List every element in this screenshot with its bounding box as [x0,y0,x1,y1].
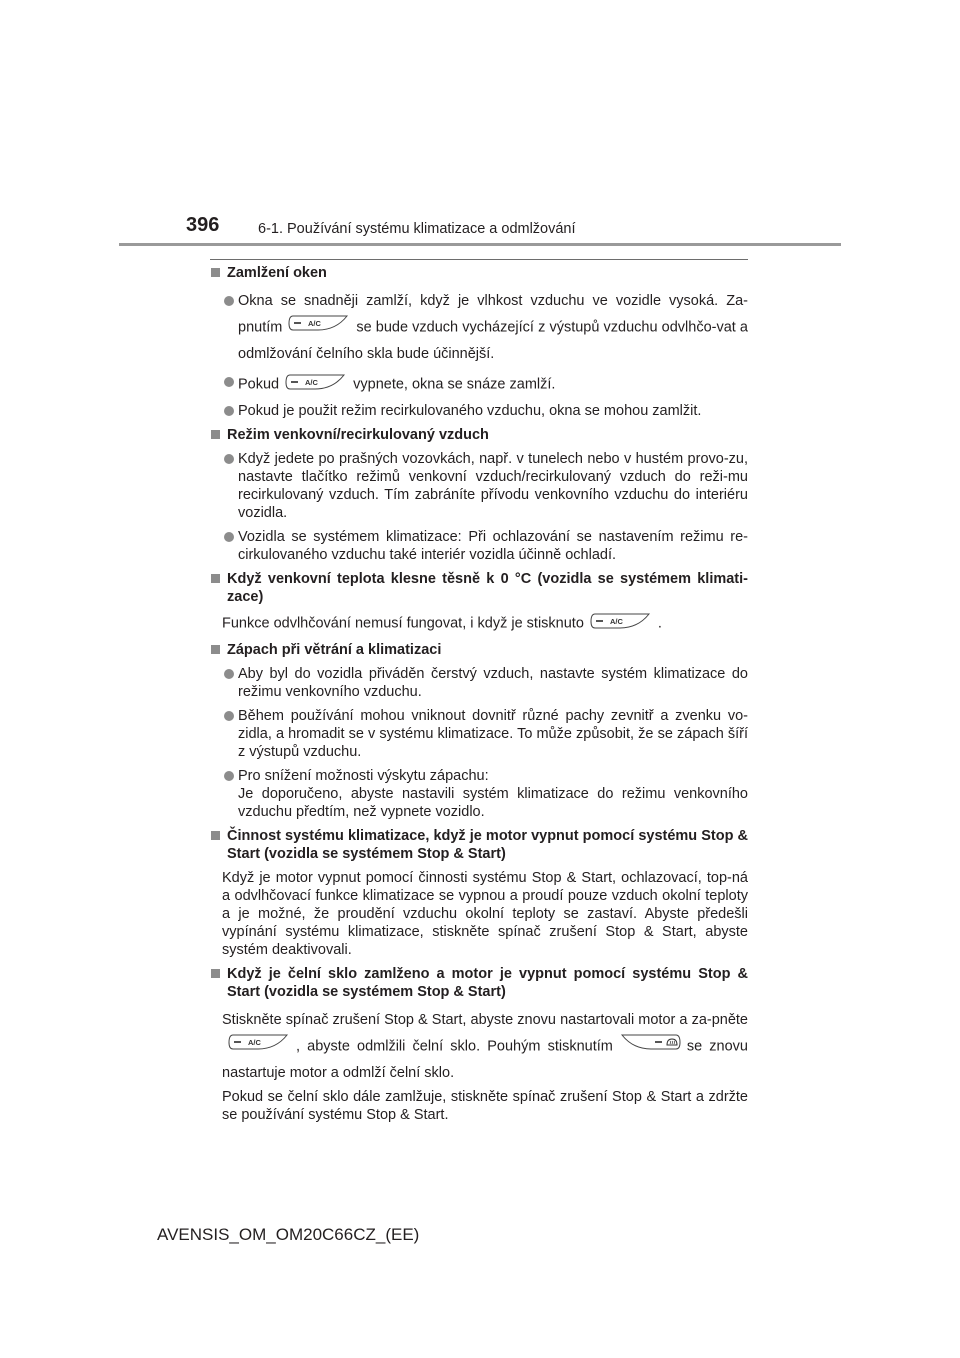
section-stop-start-windshield [210,965,748,1124]
round-bullet-icon [224,711,234,721]
ac-button-icon [288,314,350,341]
document-code: AVENSIS_OM_OM20C66CZ_(EE) [157,1225,420,1244]
list-item: Vozidla se systémem klimatizace: Při ochlazování se nastavením režimu re-cirkulovaného vzduchu také interiér vozidla účinně ochladí. [210,528,748,564]
section-low-temperature [210,570,748,635]
square-bullet-icon [211,969,220,978]
defroster-button-icon [619,1033,681,1060]
paragraph: Stiskněte spínač zrušení Stop & Start, abyste znovu nastartovali motor a za-pněte A/C , abyste odmlžili čelní sklo. Pouhým stisknutím se znovu nastartuje motor a odmlží čelní sklo. [222,1012,748,1081]
section-heading: 6-1. Používání systému klimatizace a odmlžování [258,221,576,237]
list-item: Když jedete po prašných vozovkách, např. v tunelech nebo v hustém provo-zu, nastavte tlačítko režimů venkovní vzduch/recirkulovaný vzduch do reži-mu recirkulovaný vzduch. Tím zabráníte přívodu venkovního vzduchu do interiéru vozidla. [210,450,748,522]
ac-label: A/C [308,319,322,328]
list-item: Pokud je použit režim recirkulovaného vzduchu, okna se mohou zamlžit. [210,402,748,420]
round-bullet-icon [224,296,234,306]
section-title: Režim venkovní/recirkulovaný vzduch [210,426,748,444]
paragraph: Funkce odvlhčování nemusí fungovat, i když je stisknuto A/C . [210,612,748,635]
section-window-fogging [210,264,748,420]
header-rule [119,243,841,246]
round-bullet-icon [224,377,234,387]
ac-button-icon [285,373,347,396]
list-item: Okna se snadněji zamlží, když je vlhkost vzduchu ve vozidle vysoká. Za-pnutím A/C se bude vzduch vycházející z výstupů vzduchu odvlhčo-vat a odmlžování čelního skla bude účinnější. [210,288,748,367]
round-bullet-icon [224,406,234,416]
ac-label: A/C [609,617,623,626]
round-bullet-icon [224,771,234,781]
square-bullet-icon [211,574,220,583]
ac-button-icon [590,612,652,635]
ac-label: A/C [248,1038,261,1047]
list-item: Během používání mohou vniknout dovnitř různé pachy zevnitř a zvenku vo-zidla, a hromadit se v systému klimatizace. To může způsobit, že se zápach šíří z výstupů vzduchu. [210,707,748,761]
round-bullet-icon [224,669,234,679]
square-bullet-icon [211,430,220,439]
content-rule [210,259,748,260]
section-stop-start-ac [210,827,748,959]
ac-button-icon [228,1033,290,1060]
list-item: Pro snížení možnosti výskytu zápachu: Je doporučeno, abyste nastavili systém klimatizace do režimu venkovního vzduchu předtím, než vypnete vozidlo. [210,767,748,821]
section-title: Činnost systému klimatizace, když je motor vypnut pomocí systému Stop & Start (vozidla se systémem Stop & Start) [210,827,748,863]
paragraph: Když je motor vypnut pomocí činnosti systému Stop & Start, ochlazovací, top-ná a odvlhčovací funkce klimatizace se vypnou a proudí pouze vzduch okolní teploty a je možné, že proudění vzduchu okolní teploty se zastaví. Abyste předešli vypínání systému klimatizace, stiskněte spínač zrušení Stop & Start, abyste systém deaktivovali. [222,870,748,958]
page-number: 396 [186,214,220,236]
square-bullet-icon [211,831,220,840]
section-odor [210,641,748,821]
list-item: Aby byl do vozidla přiváděn čerstvý vzduch, nastavte systém klimatizace do režimu venkovního vzduchu. [210,665,748,701]
round-bullet-icon [224,532,234,542]
section-title: Zápach při větrání a klimatizaci [210,641,748,659]
square-bullet-icon [211,645,220,654]
section-air-mode [210,426,748,564]
round-bullet-icon [224,454,234,464]
section-title: Když venkovní teplota klesne těsně k 0 °C (vozidla se systémem klimati-zace) [210,570,748,606]
list-item: Pokud A/C vypnete, okna se snáze zamlží. [210,373,748,396]
paragraph: Pokud se čelní sklo dále zamlžuje, stiskněte spínač zrušení Stop & Start a zdržte se používání systému Stop & Start. [222,1089,748,1123]
ac-label: A/C [305,378,319,387]
section-title: Zamlžení oken [210,264,748,282]
section-title: Když je čelní sklo zamlženo a motor je vypnut pomocí systému Stop & Start (vozidla se systémem Stop & Start) [210,965,748,1001]
page-content [210,264,748,1130]
square-bullet-icon [211,268,220,277]
